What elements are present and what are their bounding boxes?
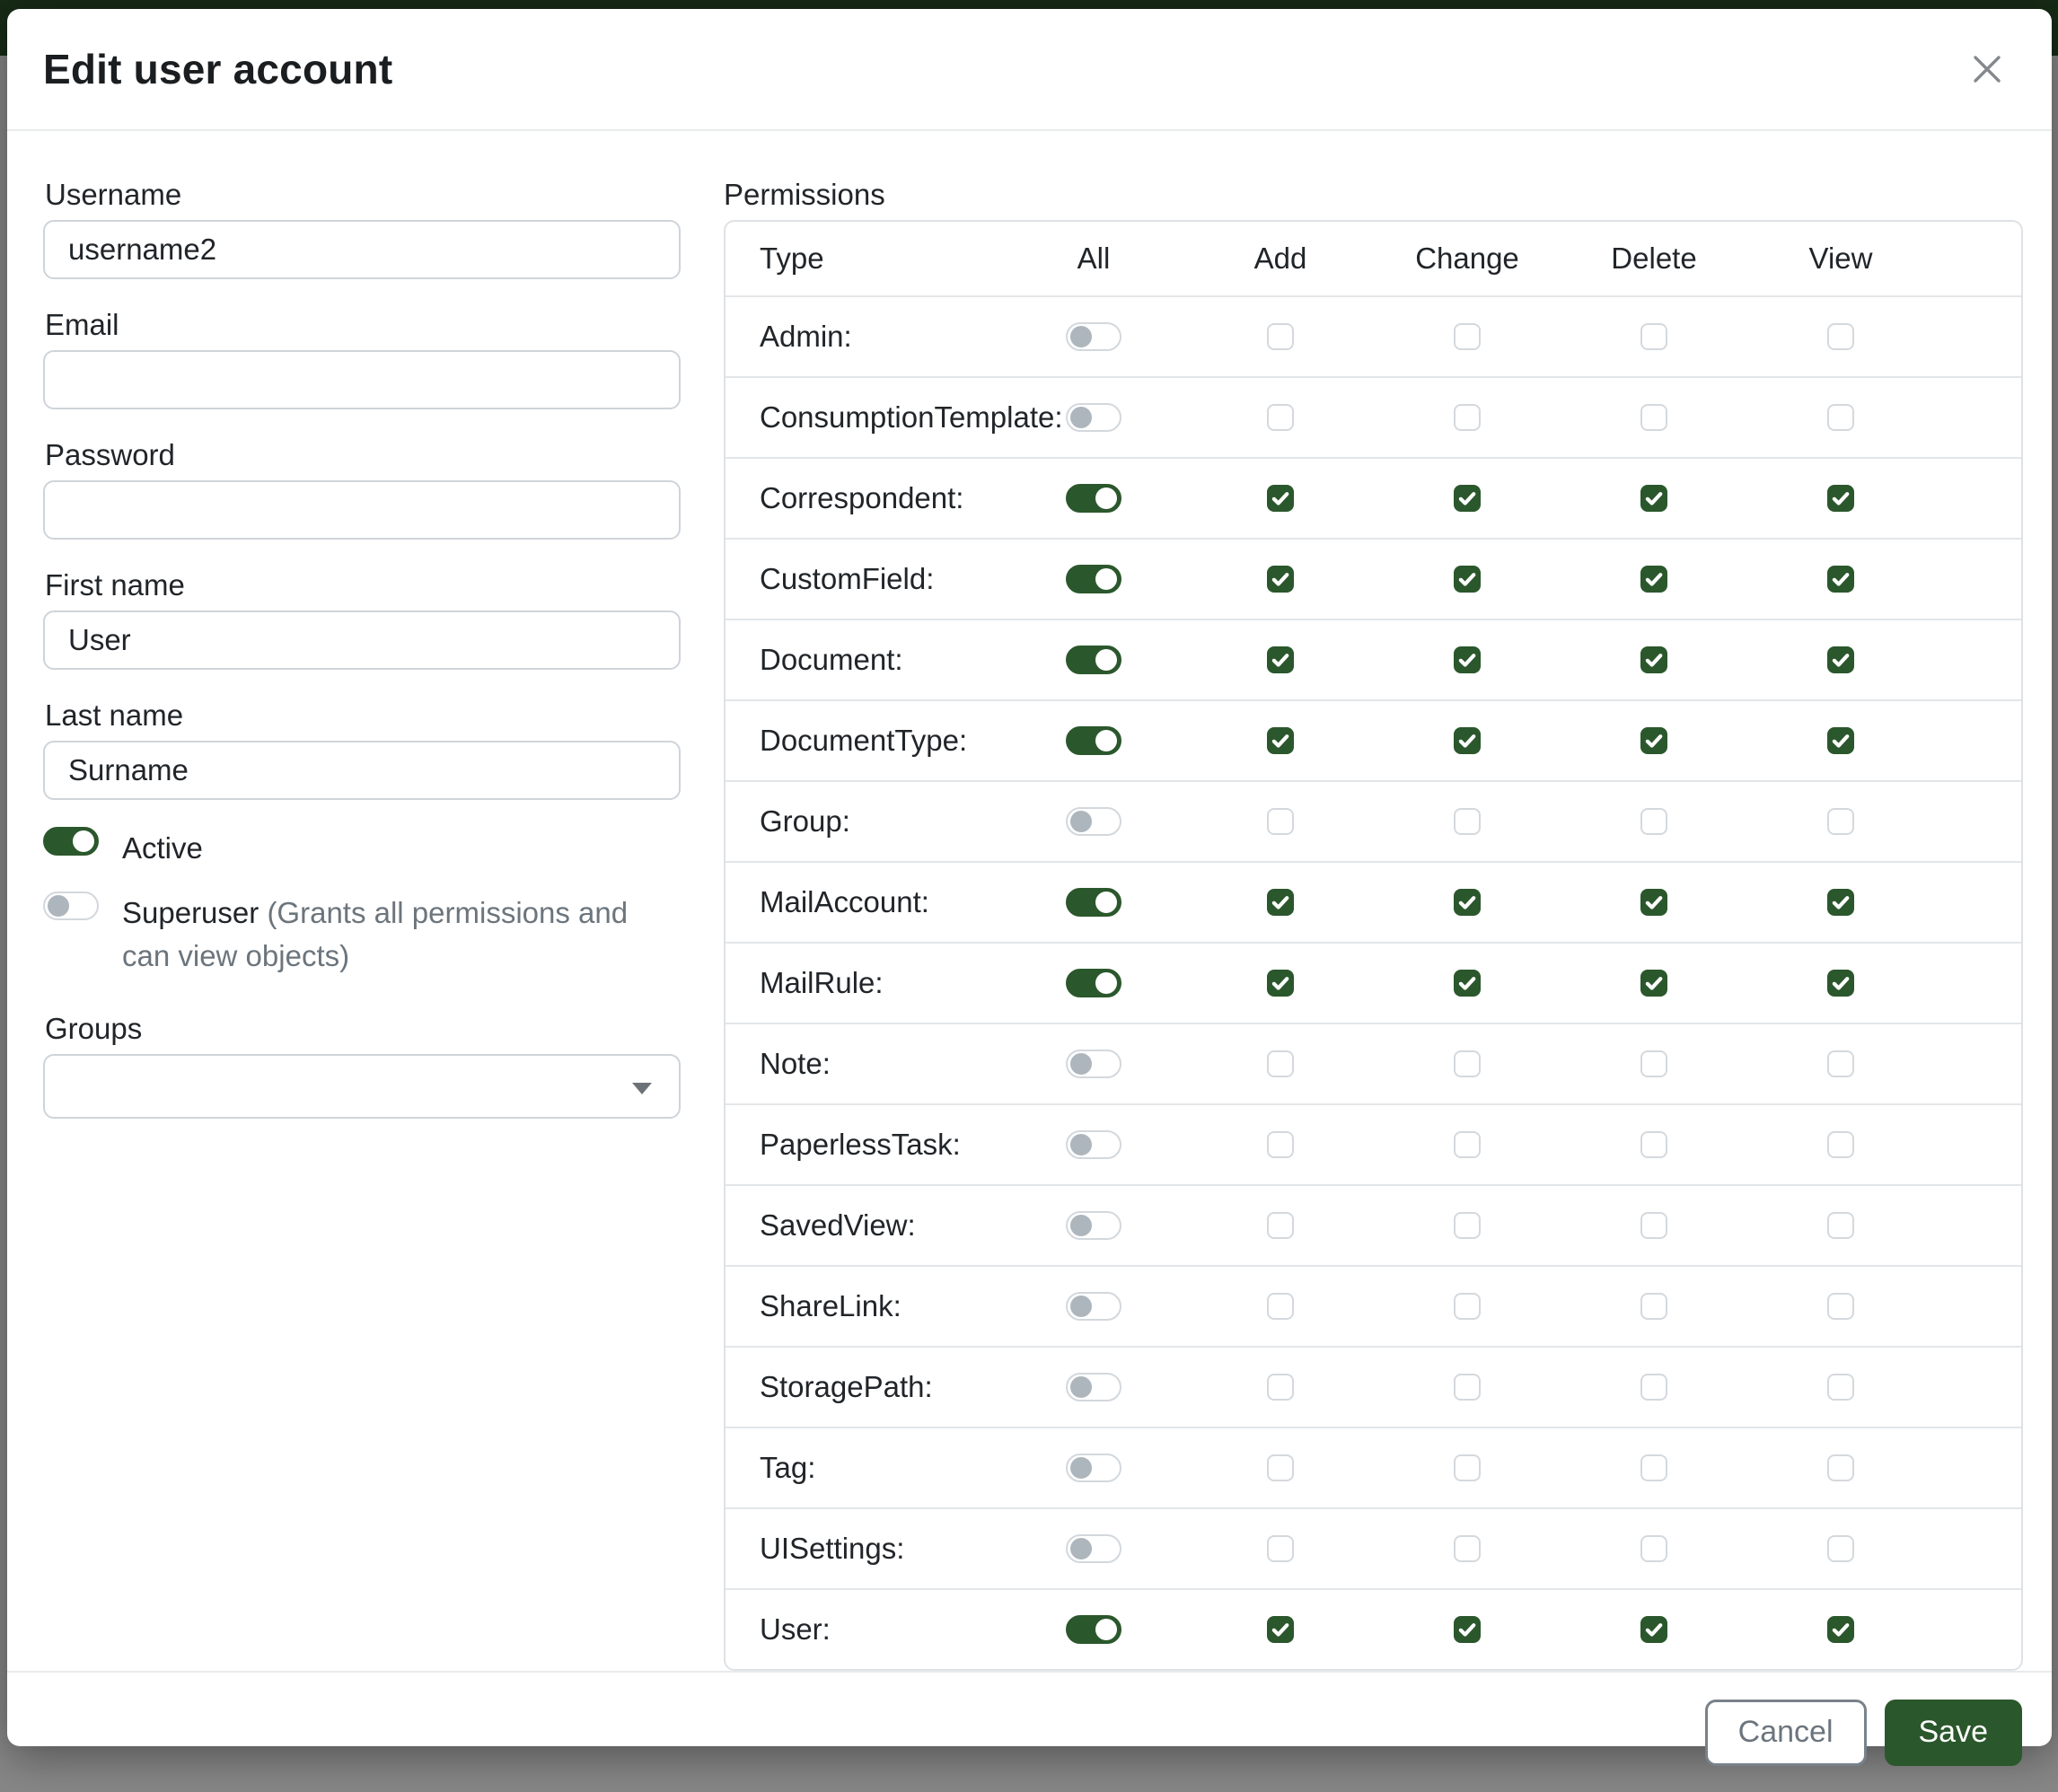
permission-cell bbox=[1374, 296, 1561, 377]
permission-type-label: SavedView: bbox=[760, 1208, 916, 1242]
superuser-row bbox=[43, 892, 681, 978]
permission-change-checkbox[interactable] bbox=[1454, 1535, 1481, 1562]
permission-row bbox=[726, 619, 2021, 700]
toggle-knob bbox=[1070, 1215, 1092, 1236]
spacer-cell bbox=[1934, 377, 2021, 458]
permission-cell bbox=[1000, 700, 1187, 781]
permission-add-checkbox[interactable] bbox=[1267, 404, 1294, 431]
permission-cell bbox=[1374, 1347, 1561, 1427]
groups-select[interactable] bbox=[43, 1054, 681, 1119]
permission-cell bbox=[1000, 539, 1187, 619]
permission-view-checkbox[interactable] bbox=[1827, 1616, 1854, 1643]
spacer-cell bbox=[1934, 1508, 2021, 1589]
permission-delete-checkbox[interactable] bbox=[1640, 1050, 1667, 1077]
permission-cell bbox=[1747, 1427, 1934, 1508]
permission-add-checkbox[interactable] bbox=[1267, 485, 1294, 512]
permission-delete-checkbox[interactable] bbox=[1640, 808, 1667, 835]
toggle-knob bbox=[1070, 1296, 1092, 1317]
spacer-cell bbox=[1934, 1427, 2021, 1508]
permission-cell bbox=[1000, 943, 1187, 1023]
permission-cell bbox=[1187, 1185, 1374, 1266]
permission-add-checkbox[interactable] bbox=[1267, 727, 1294, 754]
username-input[interactable] bbox=[43, 220, 681, 279]
permission-cell bbox=[1747, 619, 1934, 700]
permission-delete-checkbox[interactable] bbox=[1640, 1131, 1667, 1158]
permission-cell bbox=[1747, 700, 1934, 781]
permission-delete-checkbox[interactable] bbox=[1640, 1454, 1667, 1481]
spacer-cell bbox=[1934, 458, 2021, 539]
permission-type-label: MailRule: bbox=[760, 966, 884, 999]
permission-all-toggle[interactable] bbox=[1066, 888, 1121, 917]
superuser-label: Superuser bbox=[122, 896, 259, 929]
permission-all-toggle[interactable] bbox=[1066, 1534, 1121, 1563]
permission-type-label: ShareLink: bbox=[760, 1289, 901, 1322]
permission-all-toggle[interactable] bbox=[1066, 1130, 1121, 1159]
permission-cell bbox=[1561, 539, 1747, 619]
modal-body bbox=[7, 131, 2052, 1671]
permission-type-label: ConsumptionTemplate: bbox=[760, 400, 1063, 434]
permission-view-checkbox[interactable] bbox=[1827, 566, 1854, 593]
permission-cell bbox=[1747, 1347, 1934, 1427]
permission-cell bbox=[1374, 1023, 1561, 1104]
toggle-knob bbox=[1070, 1376, 1092, 1398]
permission-delete-checkbox[interactable] bbox=[1640, 727, 1667, 754]
permission-type-label: PaperlessTask: bbox=[760, 1128, 961, 1161]
column-header-add: Add bbox=[1253, 242, 1307, 275]
permission-cell bbox=[1561, 1266, 1747, 1347]
password-label: Password bbox=[45, 438, 175, 471]
permission-delete-checkbox[interactable] bbox=[1640, 646, 1667, 673]
permission-add-checkbox[interactable] bbox=[1267, 323, 1294, 350]
permission-view-checkbox[interactable] bbox=[1827, 970, 1854, 997]
permission-cell bbox=[1747, 377, 1934, 458]
column-header-all: All bbox=[1077, 242, 1111, 275]
permission-cell bbox=[1187, 296, 1374, 377]
permission-row bbox=[726, 1347, 2021, 1427]
first-name-label: First name bbox=[45, 568, 185, 602]
permission-cell bbox=[1747, 1023, 1934, 1104]
permission-cell bbox=[1747, 862, 1934, 943]
toggle-knob bbox=[1095, 892, 1117, 913]
spacer-cell bbox=[1934, 1347, 2021, 1427]
permission-delete-checkbox[interactable] bbox=[1640, 1212, 1667, 1239]
toggle-knob bbox=[1070, 1134, 1092, 1155]
modal-header bbox=[7, 9, 2052, 131]
permission-all-toggle[interactable] bbox=[1066, 1373, 1121, 1401]
permission-row bbox=[726, 1023, 2021, 1104]
permission-change-checkbox[interactable] bbox=[1454, 1374, 1481, 1401]
spacer-cell bbox=[1934, 539, 2021, 619]
permission-add-checkbox[interactable] bbox=[1267, 970, 1294, 997]
permission-cell bbox=[1187, 1508, 1374, 1589]
permissions-header-row bbox=[726, 222, 2021, 296]
password-input[interactable] bbox=[43, 480, 681, 540]
permission-type-label: Tag: bbox=[760, 1451, 816, 1484]
permission-type-label: MailAccount: bbox=[760, 885, 929, 918]
spacer-cell bbox=[1934, 619, 2021, 700]
save-button[interactable]: Save bbox=[1885, 1700, 2023, 1766]
permission-cell bbox=[1561, 619, 1747, 700]
permission-all-toggle[interactable] bbox=[1066, 403, 1121, 432]
permission-view-checkbox[interactable] bbox=[1827, 1293, 1854, 1320]
superuser-note: (Grants all permissions and can view objects) bbox=[122, 896, 629, 972]
permission-cell bbox=[1374, 619, 1561, 700]
permission-view-checkbox[interactable] bbox=[1827, 485, 1854, 512]
permission-change-checkbox[interactable] bbox=[1454, 1050, 1481, 1077]
permissions-label: Permissions bbox=[724, 178, 885, 211]
permission-all-toggle[interactable] bbox=[1066, 1454, 1121, 1482]
permission-cell bbox=[1187, 377, 1374, 458]
permission-view-checkbox[interactable] bbox=[1827, 1050, 1854, 1077]
spacer-cell bbox=[1934, 943, 2021, 1023]
permission-row bbox=[726, 700, 2021, 781]
permission-type-label: StoragePath: bbox=[760, 1370, 933, 1403]
permission-add-checkbox[interactable] bbox=[1267, 1616, 1294, 1643]
permission-cell bbox=[1561, 377, 1747, 458]
permission-cell bbox=[1187, 862, 1374, 943]
permission-add-checkbox[interactable] bbox=[1267, 566, 1294, 593]
permission-all-toggle[interactable] bbox=[1066, 1050, 1121, 1078]
permission-type-label: Admin: bbox=[760, 320, 852, 353]
permission-change-checkbox[interactable] bbox=[1454, 808, 1481, 835]
permission-row bbox=[726, 862, 2021, 943]
modal-title: Edit user account bbox=[43, 46, 393, 92]
permission-change-checkbox[interactable] bbox=[1454, 646, 1481, 673]
permission-cell bbox=[1561, 700, 1747, 781]
permission-all-toggle[interactable] bbox=[1066, 484, 1121, 513]
permission-cell bbox=[1374, 700, 1561, 781]
permission-change-checkbox[interactable] bbox=[1454, 1131, 1481, 1158]
spacer-cell bbox=[1934, 1589, 2021, 1669]
permission-cell bbox=[1561, 1104, 1747, 1185]
permission-cell bbox=[1187, 781, 1374, 862]
permission-view-checkbox[interactable] bbox=[1827, 727, 1854, 754]
permission-add-checkbox[interactable] bbox=[1267, 1535, 1294, 1562]
toggle-knob bbox=[1070, 1457, 1092, 1479]
permission-cell bbox=[1374, 862, 1561, 943]
permission-type-label: DocumentType: bbox=[760, 724, 968, 757]
permission-cell bbox=[1000, 619, 1187, 700]
user-form bbox=[43, 176, 681, 1671]
permission-cell bbox=[1747, 1104, 1934, 1185]
chevron-down-icon bbox=[632, 1083, 652, 1094]
permission-cell bbox=[1374, 1266, 1561, 1347]
permission-view-checkbox[interactable] bbox=[1827, 889, 1854, 916]
permission-cell bbox=[1000, 1023, 1187, 1104]
active-row bbox=[43, 827, 681, 870]
permission-all-toggle[interactable] bbox=[1066, 646, 1121, 674]
username-label: Username bbox=[45, 178, 182, 211]
permission-cell bbox=[1000, 296, 1187, 377]
permission-add-checkbox[interactable] bbox=[1267, 1293, 1294, 1320]
permission-view-checkbox[interactable] bbox=[1827, 808, 1854, 835]
spacer-cell bbox=[1934, 296, 2021, 377]
permission-cell bbox=[1561, 1185, 1747, 1266]
superuser-label-block bbox=[122, 892, 681, 978]
permission-view-checkbox[interactable] bbox=[1827, 1454, 1854, 1481]
permission-cell bbox=[1374, 1589, 1561, 1669]
last-name-field bbox=[43, 697, 681, 800]
permissions-table-wrap bbox=[724, 220, 2023, 1671]
permission-cell bbox=[1187, 1347, 1374, 1427]
email-input[interactable] bbox=[43, 350, 681, 409]
toggle-knob bbox=[1095, 1619, 1117, 1640]
spacer-cell bbox=[1934, 1023, 2021, 1104]
toggle-knob bbox=[1070, 1053, 1092, 1075]
permission-cell bbox=[1747, 458, 1934, 539]
permission-type-label: Group: bbox=[760, 804, 850, 838]
permission-cell bbox=[1561, 1427, 1747, 1508]
permission-add-checkbox[interactable] bbox=[1267, 1050, 1294, 1077]
permission-cell bbox=[1187, 700, 1374, 781]
permission-row bbox=[726, 296, 2021, 377]
permission-add-checkbox[interactable] bbox=[1267, 1454, 1294, 1481]
permission-delete-checkbox[interactable] bbox=[1640, 1616, 1667, 1643]
permission-cell bbox=[1561, 943, 1747, 1023]
permission-view-checkbox[interactable] bbox=[1827, 646, 1854, 673]
email-label: Email bbox=[45, 308, 119, 341]
permission-change-checkbox[interactable] bbox=[1454, 727, 1481, 754]
permission-row bbox=[726, 943, 2021, 1023]
permissions-panel bbox=[724, 176, 2023, 1671]
permission-change-checkbox[interactable] bbox=[1454, 566, 1481, 593]
column-header-delete: Delete bbox=[1611, 242, 1697, 275]
permission-cell bbox=[1747, 1266, 1934, 1347]
toggle-knob bbox=[1070, 407, 1092, 428]
header-spacer bbox=[1934, 222, 2021, 296]
spacer-cell bbox=[1934, 1266, 2021, 1347]
close-x-glyph bbox=[1970, 52, 2004, 86]
permission-cell bbox=[1000, 1427, 1187, 1508]
permission-view-checkbox[interactable] bbox=[1827, 1212, 1854, 1239]
permission-delete-checkbox[interactable] bbox=[1640, 1293, 1667, 1320]
permission-change-checkbox[interactable] bbox=[1454, 323, 1481, 350]
permission-cell bbox=[1187, 619, 1374, 700]
permission-cell bbox=[1000, 781, 1187, 862]
permission-cell bbox=[1747, 1508, 1934, 1589]
permission-type-label: UISettings: bbox=[760, 1532, 905, 1565]
permission-cell bbox=[1187, 943, 1374, 1023]
toggle-knob bbox=[1070, 1538, 1092, 1559]
spacer-cell bbox=[1934, 700, 2021, 781]
permission-add-checkbox[interactable] bbox=[1267, 1212, 1294, 1239]
permission-cell bbox=[1187, 539, 1374, 619]
permission-delete-checkbox[interactable] bbox=[1640, 485, 1667, 512]
permission-delete-checkbox[interactable] bbox=[1640, 404, 1667, 431]
permission-all-toggle[interactable] bbox=[1066, 969, 1121, 997]
first-name-field bbox=[43, 567, 681, 670]
toggle-knob bbox=[1095, 730, 1117, 751]
toggle-knob bbox=[1095, 488, 1117, 509]
permission-view-checkbox[interactable] bbox=[1827, 404, 1854, 431]
permission-change-checkbox[interactable] bbox=[1454, 1616, 1481, 1643]
spacer-cell bbox=[1934, 1104, 2021, 1185]
permission-cell bbox=[1187, 458, 1374, 539]
permission-all-toggle[interactable] bbox=[1066, 565, 1121, 593]
permission-all-toggle[interactable] bbox=[1066, 1211, 1121, 1240]
permission-row bbox=[726, 1185, 2021, 1266]
active-label: Active bbox=[122, 831, 203, 865]
permission-cell bbox=[1187, 1023, 1374, 1104]
first-name-input[interactable] bbox=[43, 611, 681, 670]
permission-cell bbox=[1561, 296, 1747, 377]
permission-row bbox=[726, 1266, 2021, 1347]
permission-cell bbox=[1561, 781, 1747, 862]
permission-view-checkbox[interactable] bbox=[1827, 323, 1854, 350]
permission-cell bbox=[1000, 1104, 1187, 1185]
permission-view-checkbox[interactable] bbox=[1827, 1374, 1854, 1401]
permission-cell bbox=[1187, 1104, 1374, 1185]
permission-cell bbox=[1187, 1266, 1374, 1347]
permission-delete-checkbox[interactable] bbox=[1640, 1374, 1667, 1401]
permission-cell bbox=[1747, 943, 1934, 1023]
column-header-change: Change bbox=[1415, 242, 1519, 275]
toggle-knob bbox=[1095, 568, 1117, 590]
permission-delete-checkbox[interactable] bbox=[1640, 889, 1667, 916]
permission-delete-checkbox[interactable] bbox=[1640, 970, 1667, 997]
permission-type-label: User: bbox=[760, 1612, 831, 1646]
last-name-label: Last name bbox=[45, 698, 184, 732]
permission-all-toggle[interactable] bbox=[1066, 322, 1121, 351]
permission-change-checkbox[interactable] bbox=[1454, 485, 1481, 512]
permission-cell bbox=[1747, 1185, 1934, 1266]
permission-cell bbox=[1000, 458, 1187, 539]
groups-field bbox=[43, 1010, 681, 1119]
permission-add-checkbox[interactable] bbox=[1267, 889, 1294, 916]
permission-cell bbox=[1561, 862, 1747, 943]
permission-change-checkbox[interactable] bbox=[1454, 970, 1481, 997]
spacer-cell bbox=[1934, 1185, 2021, 1266]
permission-cell bbox=[1000, 1589, 1187, 1669]
permission-cell bbox=[1000, 1347, 1187, 1427]
permission-cell bbox=[1747, 781, 1934, 862]
permission-cell bbox=[1374, 458, 1561, 539]
toggle-knob bbox=[1070, 326, 1092, 347]
permission-cell bbox=[1747, 539, 1934, 619]
permission-add-checkbox[interactable] bbox=[1267, 1374, 1294, 1401]
permission-cell bbox=[1374, 1508, 1561, 1589]
active-toggle[interactable] bbox=[43, 827, 99, 856]
superuser-toggle[interactable] bbox=[43, 892, 99, 920]
permission-all-toggle[interactable] bbox=[1066, 726, 1121, 755]
spacer-cell bbox=[1934, 862, 2021, 943]
permission-cell bbox=[1561, 1508, 1747, 1589]
permission-row bbox=[726, 377, 2021, 458]
email-field bbox=[43, 306, 681, 409]
permission-cell bbox=[1747, 1589, 1934, 1669]
toggle-knob bbox=[73, 830, 94, 852]
permission-all-toggle[interactable] bbox=[1066, 1615, 1121, 1644]
permission-cell bbox=[1561, 1589, 1747, 1669]
permission-cell bbox=[1374, 1185, 1561, 1266]
permission-cell bbox=[1374, 943, 1561, 1023]
permission-cell bbox=[1374, 1427, 1561, 1508]
permission-change-checkbox[interactable] bbox=[1454, 404, 1481, 431]
permission-change-checkbox[interactable] bbox=[1454, 1212, 1481, 1239]
permission-view-checkbox[interactable] bbox=[1827, 1535, 1854, 1562]
permission-cell bbox=[1561, 1347, 1747, 1427]
permission-delete-checkbox[interactable] bbox=[1640, 566, 1667, 593]
toggle-knob bbox=[1095, 972, 1117, 994]
password-field bbox=[43, 436, 681, 540]
modal-footer bbox=[7, 1671, 2052, 1792]
permission-cell bbox=[1374, 781, 1561, 862]
permission-row bbox=[726, 1427, 2021, 1508]
permission-delete-checkbox[interactable] bbox=[1640, 323, 1667, 350]
toggle-knob bbox=[48, 895, 69, 917]
permission-all-toggle[interactable] bbox=[1066, 807, 1121, 836]
permission-type-label: Correspondent: bbox=[760, 481, 964, 514]
last-name-input[interactable] bbox=[43, 741, 681, 800]
permission-cell bbox=[1000, 862, 1187, 943]
permission-cell bbox=[1187, 1589, 1374, 1669]
permission-type-label: CustomField: bbox=[760, 562, 935, 595]
permission-add-checkbox[interactable] bbox=[1267, 1131, 1294, 1158]
permission-change-checkbox[interactable] bbox=[1454, 1293, 1481, 1320]
permission-all-toggle[interactable] bbox=[1066, 1292, 1121, 1321]
permission-cell bbox=[1374, 539, 1561, 619]
cancel-button[interactable]: Cancel bbox=[1705, 1700, 1867, 1766]
toggle-knob bbox=[1070, 811, 1092, 832]
permission-cell bbox=[1000, 1185, 1187, 1266]
permission-cell bbox=[1561, 458, 1747, 539]
username-field bbox=[43, 176, 681, 279]
permission-type-label: Note: bbox=[760, 1047, 831, 1080]
permission-type-label: Document: bbox=[760, 643, 903, 676]
toggle-knob bbox=[1095, 649, 1117, 671]
permission-cell bbox=[1374, 377, 1561, 458]
permission-row bbox=[726, 539, 2021, 619]
permission-add-checkbox[interactable] bbox=[1267, 808, 1294, 835]
edit-user-modal bbox=[7, 9, 2052, 1749]
close-icon[interactable] bbox=[1958, 40, 2016, 98]
permission-cell bbox=[1374, 1104, 1561, 1185]
permission-cell bbox=[1561, 1023, 1747, 1104]
permission-cell bbox=[1000, 1508, 1187, 1589]
permission-cell bbox=[1000, 1266, 1187, 1347]
permission-cell bbox=[1747, 296, 1934, 377]
column-header-type: Type bbox=[760, 242, 824, 275]
spacer-cell bbox=[1934, 781, 2021, 862]
permissions-table bbox=[726, 222, 2021, 1669]
permission-row bbox=[726, 1589, 2021, 1669]
permission-row bbox=[726, 458, 2021, 539]
permission-add-checkbox[interactable] bbox=[1267, 646, 1294, 673]
permission-row bbox=[726, 1508, 2021, 1589]
permission-row bbox=[726, 1104, 2021, 1185]
permission-cell bbox=[1187, 1427, 1374, 1508]
permission-delete-checkbox[interactable] bbox=[1640, 1535, 1667, 1562]
groups-label: Groups bbox=[45, 1012, 143, 1045]
permission-view-checkbox[interactable] bbox=[1827, 1131, 1854, 1158]
column-header-view: View bbox=[1808, 242, 1873, 275]
permission-change-checkbox[interactable] bbox=[1454, 889, 1481, 916]
permission-row bbox=[726, 781, 2021, 862]
permission-change-checkbox[interactable] bbox=[1454, 1454, 1481, 1481]
